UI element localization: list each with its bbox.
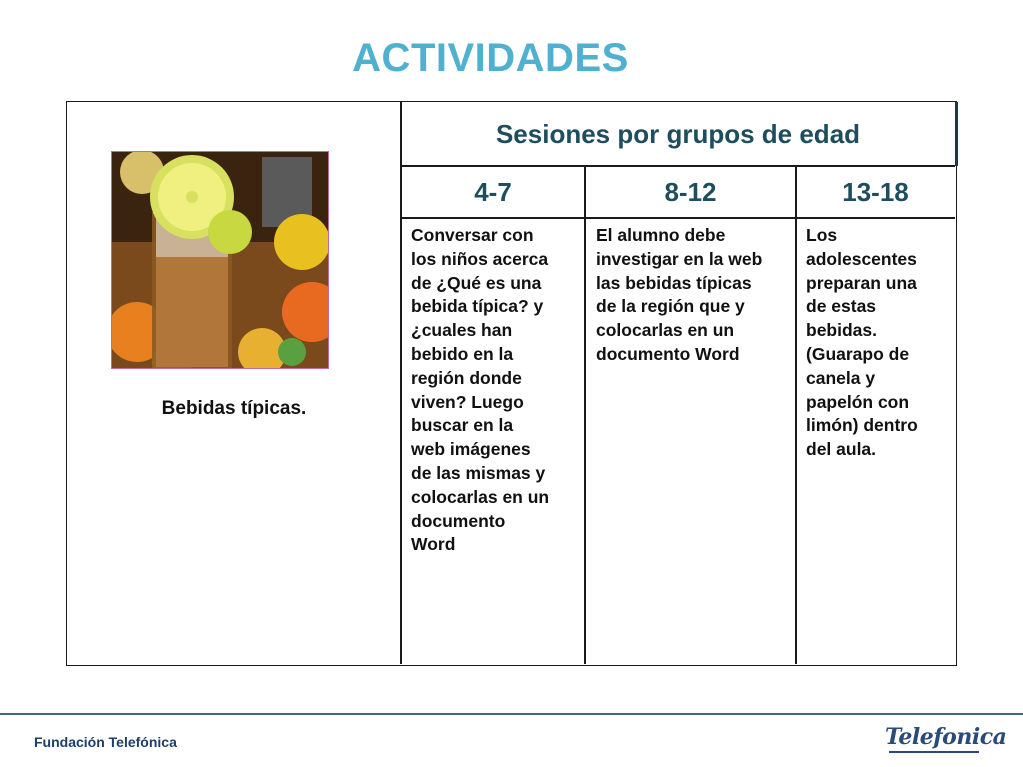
column-divider [584, 166, 586, 664]
drink-photo [111, 151, 329, 369]
age-header-8-12: 8-12 [664, 176, 717, 207]
age-header-4-7: 4-7 [474, 176, 512, 207]
logo-wordmark: Telefonica [885, 724, 1007, 750]
logo-underline [889, 751, 979, 753]
activities-table [66, 101, 957, 666]
header-right-border [955, 102, 958, 166]
activity-text-8-12: El alumno debe investigar en la web las bebidas típicas de la región que y colocarlas en un documento Word [596, 225, 763, 364]
activity-text-4-7: Conversar con los niños acerca de ¿Qué es una bebida típica? y ¿cuales han bebido en la región donde viven? Luego buscar en la web imágenes de las mismas y colocarlas en un documento Word [411, 225, 550, 555]
drink-image-icon [112, 152, 328, 368]
telefonica-logo [885, 724, 1007, 758]
age-header-13-18: 13-18 [842, 176, 909, 207]
activity-text-13-18: Los adolescentes preparan una de estas bebidas. (Guarapo de canela y papelón con limón) dentro del aula. [806, 225, 918, 460]
footer-org-name: Fundación Telefónica [34, 734, 177, 750]
page-title: ACTIVIDADES [352, 36, 629, 80]
activity-label: Bebidas típicas. [161, 398, 307, 419]
footer-divider [0, 713, 1023, 715]
sessions-header: Sesiones por grupos de edad [495, 118, 861, 149]
column-divider [795, 166, 797, 664]
